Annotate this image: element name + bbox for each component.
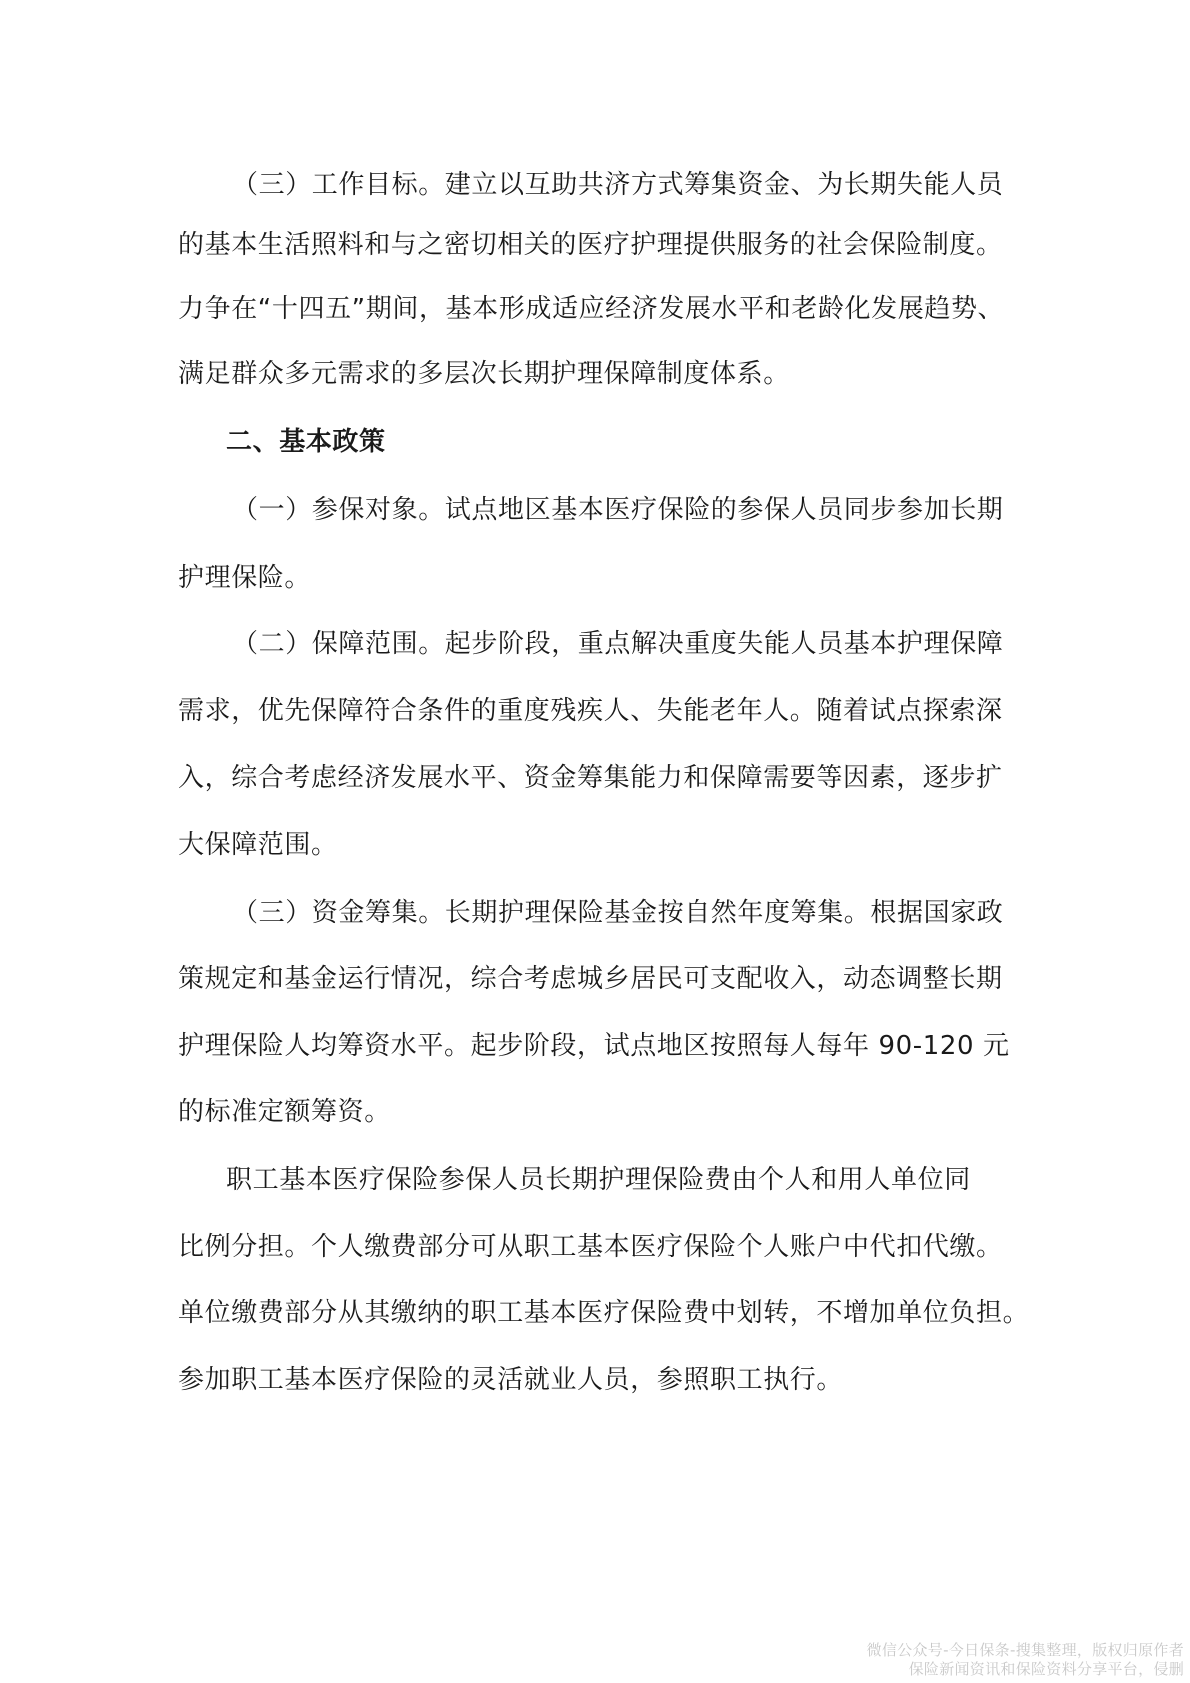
watermark-line: 微信公众号-今日保条-搜集整理，版权归原作者 [866,1641,1184,1659]
paragraph-line: 需求，优先保障符合条件的重度残疾人、失能老年人。随着试点探索深 [178,696,1003,726]
paragraph-line: （一）参保对象。试点地区基本医疗保险的参保人员同步参加长期 [232,495,1004,525]
paragraph-line: 的基本生活照料和与之密切相关的医疗护理提供服务的社会保险制度。 [178,230,1003,260]
paragraph-line: （三）资金筹集。长期护理保险基金按自然年度筹集。根据国家政 [232,898,1004,928]
section-heading: 二、基本政策 [226,427,386,457]
paragraph-line: 护理保险。 [178,563,312,593]
watermark-line: 保险新闻资讯和保险资料分享平台，侵删 [908,1660,1184,1678]
paragraph-line: 参加职工基本医疗保险的灵活就业人员，参照职工执行。 [178,1365,844,1395]
paragraph-line: 满足群众多元需求的多层次长期护理保障制度体系。 [178,359,790,389]
paragraph-line: 比例分担。个人缴费部分可从职工基本医疗保险个人账户中代扣代缴。 [178,1232,1003,1262]
paragraph-line: （三）工作目标。建立以互助共济方式筹集资金、为长期失能人员 [232,170,1004,200]
paragraph-line: 护理保险人均筹资水平。起步阶段，试点地区按照每人每年 90-120 元 [178,1031,1010,1061]
paragraph-line: 职工基本医疗保险参保人员长期护理保险费由个人和用人单位同 [226,1165,971,1195]
paragraph-line: 大保障范围。 [178,830,338,860]
paragraph-line: 单位缴费部分从其缴纳的职工基本医疗保险费中划转，不增加单位负担。 [178,1298,1030,1328]
paragraph-line: 入，综合考虑经济发展水平、资金筹集能力和保障需要等因素，逐步扩 [178,763,1003,793]
paragraph-line: 的标准定额筹资。 [178,1097,391,1127]
paragraph-line: （二）保障范围。起步阶段，重点解决重度失能人员基本护理保障 [232,629,1004,659]
paragraph-line: 力争在“十四五”期间，基本形成适应经济发展水平和老龄化发展趋势、 [178,294,1005,324]
paragraph-line: 策规定和基金运行情况，综合考虑城乡居民可支配收入，动态调整长期 [178,964,1003,994]
